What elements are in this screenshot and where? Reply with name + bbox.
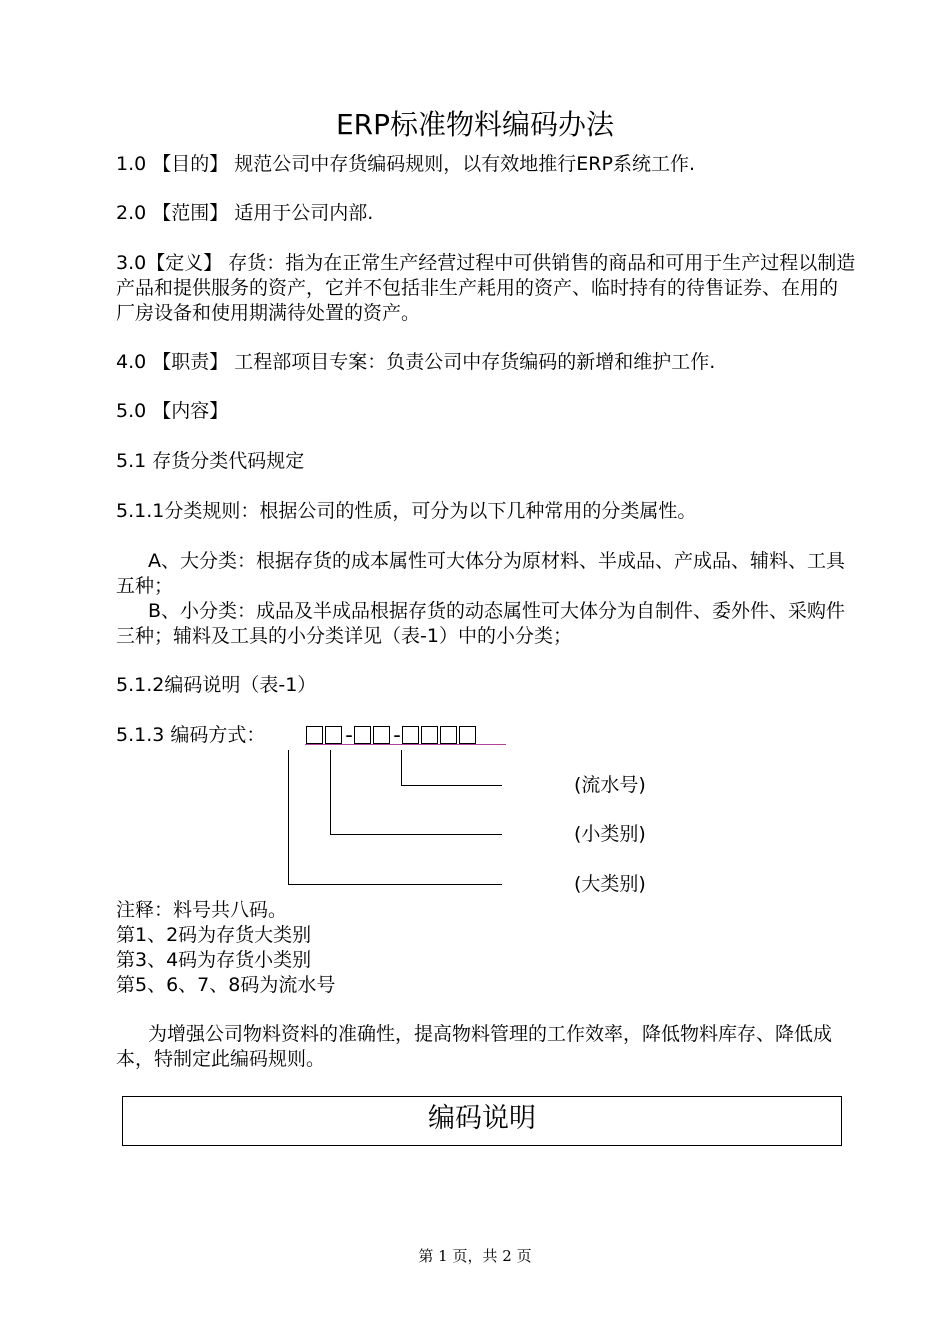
closing-paragraph: 为增强公司物料资料的准确性，提高物料管理的工作效率，降低物料库存、降低成本，特制定此编码规则。	[116, 1023, 833, 1070]
connector-serial-horizontal	[401, 785, 502, 786]
code-digit-box	[325, 726, 342, 744]
section-5-1-1: 5.1.1分类规则：根据公司的性质，可分为以下几种常用的分类属性。	[116, 500, 697, 522]
section-purpose: 1.0 【目的】 规范公司中存货编码规则，以有效地推行ERP系统工作.	[116, 153, 696, 175]
connector-major-horizontal	[288, 884, 502, 885]
table-heading: 编码说明	[122, 1096, 842, 1146]
section-responsibility: 4.0 【职责】 工程部项目专案：负责公司中存货编码的新增和维护工作.	[116, 351, 716, 373]
code-digit-box	[440, 726, 457, 744]
code-dash: -	[393, 723, 401, 747]
note-digits-3-4: 第3、4码为存货小类别	[116, 949, 312, 971]
code-digit-box	[402, 726, 419, 744]
code-digit-box	[421, 726, 438, 744]
document-title: ERP标准物料编码办法	[335, 108, 615, 141]
section-definition: 3.0【定义】 存货：指为在正常生产经营过程中可供销售的商品和可用于生产过程以制造产品和提供服务的资产，它并不包括非生产耗用的资产、临时持有的待售证券、在用的厂房设备和使用期满待处置的资产。	[116, 252, 856, 324]
code-dash: -	[345, 723, 353, 747]
label-serial-number: (流水号)	[574, 774, 646, 796]
code-digit-box	[354, 726, 371, 744]
section-5-1: 5.1 存货分类代码规定	[116, 450, 305, 472]
code-underline	[305, 744, 506, 745]
major-category-rule: A、大分类：根据存货的成本属性可大体分为原材料、半成品、产成品、辅料、工具五种；	[116, 550, 845, 597]
label-major-category: (大类别)	[574, 873, 646, 895]
connector-serial-vertical	[401, 750, 402, 785]
page-footer: 第 1 页，共 2 页	[418, 1247, 532, 1265]
minor-category-rule: B、小分类：成品及半成品根据存货的动态属性可大体分为自制件、委外件、采购件三种；辅料及工具的小分类详见（表-1）中的小分类；	[116, 600, 846, 647]
note-digits-5-8: 第5、6、7、8码为流水号	[116, 974, 336, 996]
code-digit-box	[459, 726, 476, 744]
note-digits-1-2: 第1、2码为存货大类别	[116, 924, 312, 946]
code-digit-box	[306, 726, 323, 744]
code-digit-box	[373, 726, 390, 744]
connector-minor-horizontal	[330, 834, 502, 835]
section-content: 5.0 【内容】	[116, 400, 229, 422]
note-total: 注释：料号共八码。	[116, 899, 288, 921]
section-scope: 2.0 【范围】 适用于公司内部.	[116, 202, 374, 224]
section-5-1-3: 5.1.3 编码方式：	[116, 724, 266, 746]
connector-major-vertical	[288, 750, 289, 884]
section-5-1-2: 5.1.2编码说明（表-1）	[116, 674, 317, 696]
label-minor-category: (小类别)	[574, 823, 646, 845]
connector-minor-vertical	[330, 750, 331, 834]
